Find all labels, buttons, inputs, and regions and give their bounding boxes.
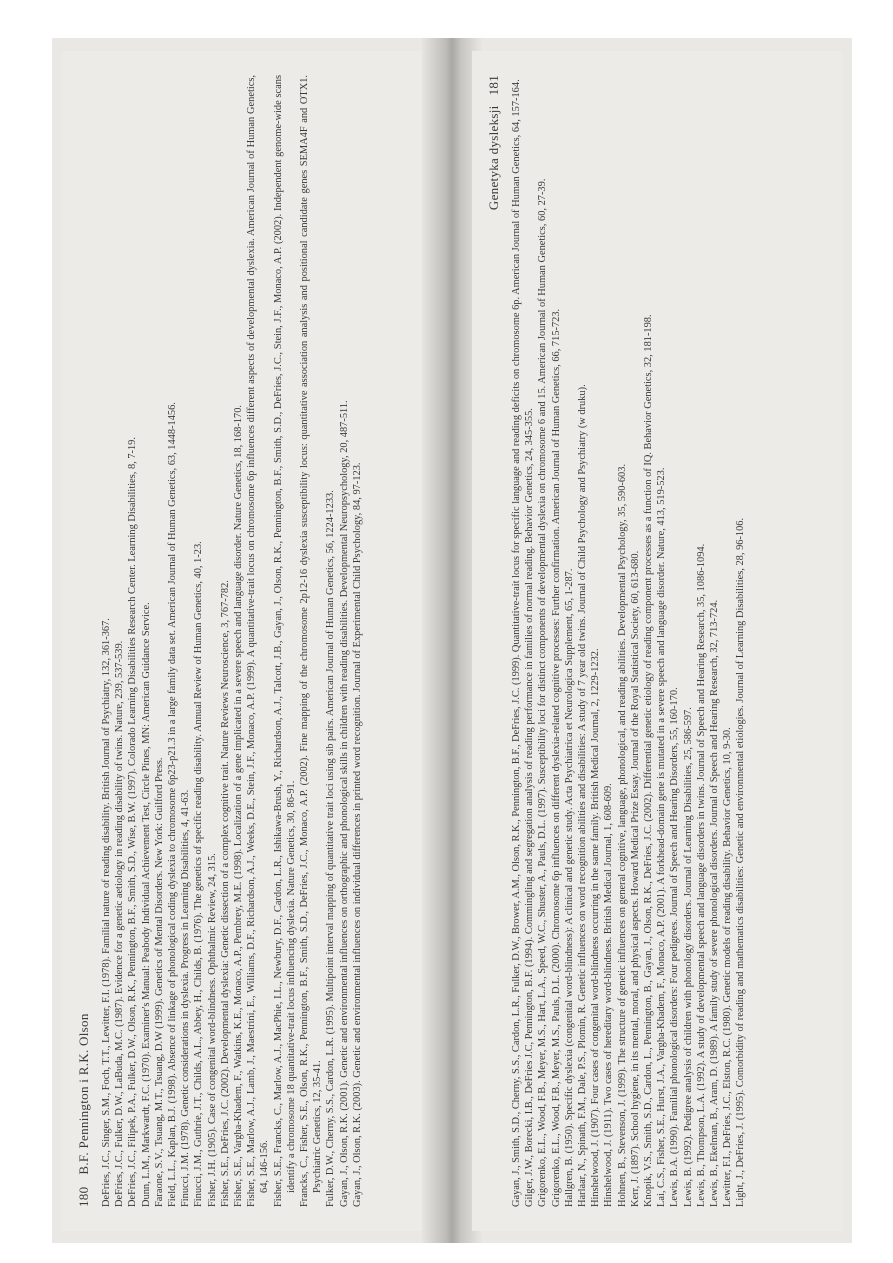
reference-entry: Light, J., DeFries, J. (1995). Comorbidity of reading and mathematics disabilities: Genetic and environmental etiologies. Journal of Learning Disabilities, 28, 96-106. <box>735 517 747 1207</box>
reference-entry: DeFries, J.C., Filipek, P.A., Fulker, D.W., Olson, R.K., Pennington, B.F., Smith, S.D., Wise, B.W. (1997). Colorado Learning Disabilities Research Center. Learning Disabilities, 8, 7-19. <box>127 436 139 1207</box>
reference-entry: DeFries, J.C., Fulker, D.W., LaBuda, M.C. (1987). Evidence for a genetic aetiology in reading disability of twins. Nature, 239, 537-539. <box>114 640 126 1207</box>
reference-entry: Lewis, B.A. (1990). Familial phonological disorders: Four pedigrees. Journal of Speech and Hearing Disorders, 55, 160-170. <box>669 686 681 1207</box>
reference-entry: DeFries, J.C., Singer, S.M., Foch, T.T., Lewitter, F.I. (1978). Familial nature of reading disability. British Journal of Psychiatry, 132, 361-367. <box>101 617 112 1207</box>
reference-entry: Dunn, L.M., Markwardt, F.C. (1970). Examiner's Manual: Peabody Individual Achievement Test, Circle Pines, MN: American Guidance Service. <box>140 601 152 1207</box>
right-reference-list <box>510 75 748 1207</box>
reference-entry: Gayan, J., Smith, S.D., Cherny, S.S., Cardon, L.R., Fulker, D.W., Brower, A.M., Olson, R.K., Pennington, B.F., DeFries, J.C. (1999). Quantitative-trait locus for specific language and reading deficits on chromosome 6p. American Journal of Human Genetics, 64, 157-164. <box>511 78 522 1207</box>
left-reference-list <box>100 75 364 1207</box>
reference-entry: Fisher, S.E., Francks, C., Marlow, A.J., MacPhie, I.L., Newbury, D.F., Cardon, L.R., Ishikawa-Brush, Y., Richardson, A.J., Talcott, J.B., Gayan, J., Olson, R.K., Pennington, B.F., Smith, S.D., DeFries, J.C., Stein, J.F., Monaco, A.P. (2002). Independent genome-wide scans identify a chromosome 18 quantitative-trait locus influencing dyslexia. Nature Genetics, 30, 86-91. <box>272 74 297 1207</box>
reference-entry: Lewis, B., Thompson, L.A. (1992). A study of developmental speech and language disorders in twins. Journal of Speech and Hearing Research, 35, 1086-1094. <box>695 543 707 1207</box>
reference-entry: Hallgren, B. (1950). Specific dyslexia (congenital word-blindness): A clinical and genetic study. Acta Psychiatrica et Neurologica Supplement, 65, 1-287. <box>563 568 575 1207</box>
right-page-number: 181 <box>486 74 501 95</box>
reference-entry: Kerr, J. (1897). School hygiene, in its mental, moral, and physical aspects. Howard Medical Prize Essay. Journal of the Royal Statistical Society, 60, 613-680. <box>629 550 641 1207</box>
right-page <box>472 51 842 1231</box>
reference-entry: Lewis, B., Ekelman, B., Aram, D. (1989). A family study of severe phonological disorders. Journal of Speech and Hearing Research, 32, 713-724. <box>709 599 721 1207</box>
reference-entry: Hohnen, B., Stevenson, J. (1999). The structure of genetic influences on general cognitive, language, phonological, and reading abilities. Developmental Psychology, 35, 590-603. <box>616 463 628 1207</box>
reference-entry: Finucci, J.M., Guthrie, J.T., Childs, A.L., Abbey, H., Childs, B. (1976). The genetics of specific reading disability. Annual Review of Human Genetics, 40, 1-23. <box>193 540 205 1207</box>
reference-entry: Fisher, S.E., DeFries, J.C. (2002). Developmental dyslexia: Genetic dissection of a complex cognitive trait. Nature Reviews Neuroscience, 3, 767-782. <box>219 579 231 1207</box>
reference-entry: Francks, C., Fisher, S.E., Olson, R.K., Pennington, B.F., Smith, S.D., DeFries, J.C., Monaco, A.P. (2002). Fine mapping of the chromosome 2p12-16 dyslexia susceptibility locus: quantitative association analysis and positional candidate genes SEMA4F and OTX1. Psychiatric Genetics, 12, 35-41. <box>299 74 324 1207</box>
right-running-head <box>486 75 502 1207</box>
reference-entry: Lewitter, F.I., DeFries, J.C., Elston, R.C. (1980). Genetic models of reading disability. Behavior Genetics, 10, 9-30. <box>722 726 734 1207</box>
reference-entry: Faraone, S.V., Tsuang, M.T., Tsuang, D.W (1999). Genetics of Mental Disorders. New York: Guilford Press. <box>153 756 165 1207</box>
reference-entry: Lai, C.S., Fisher, S.E., Hurst, J.A., Vargha-Khadem, F., Monaco, A.P. (2001). A forkhead-domain gene is mutated in a severe speech and language disorder. Nature, 413, 519-523. <box>656 467 668 1207</box>
reference-entry: Hinshelwood, J. (1907). Four cases of congenital word-blindness occurring in the same family. British Medical Journal, 2, 1229-1232. <box>590 647 602 1207</box>
reference-entry: Knopik, V.S., Smith, S.D., Cardon, L., Pennington, B., Gayan, J., Olson, R.K., DeFries, J.C. (2002). Differential genetic etiology of reading component processes as a function of IQ. Behavior Genetics, 32, 181-198. <box>643 313 655 1207</box>
left-running-head <box>76 75 92 1207</box>
reference-entry: Gayan, J., Olson, R.K. (2003). Genetic and environmental influences on individual differences in printed word recognition. Journal of Experimental Child Psychology, 84, 97-123. <box>351 461 363 1207</box>
reference-entry: Gilger, J.W., Borecki, I.B., DeFries J.C, Pennington, B.F. (1994). Commingling and segregation analysis of reading performance in families of normal reading. Behavior Genetics, 24, 345-355. <box>524 407 536 1207</box>
left-header-authors: B.F. Pennington i R.K. Olson <box>76 1012 91 1175</box>
reference-entry: Fisher, J.H. (1905). Case of congenital word-blindness. Ophthalmic Review, 24, 315. <box>206 852 218 1207</box>
reference-entry: Field, L.L., Kaplan, B.J. (1998). Absence of linkage of phonological coding dyslexia to chromosome 6p23-p21.3 in a large family data set. American Journal of Human Genetics, 63, 1448-1456. <box>167 401 179 1207</box>
reference-entry: Fisher, S.E., Marlow, A.J., Lamb, J., Maestrini, E., Williams, D.F., Richardson, A.J., Weeks, D.E., Stein, J.F., Monaco, A.P. (1999). A quantitative-trait locus on chromosome 6p influences different aspects of developmental dyslexia. American Journal of Human Genetics, 64, 146-156. <box>246 74 271 1207</box>
reference-entry: Finucci, J.M. (1978). Genetic considerations in dyslexia. Progress in Learning Disabilities, 4, 41-63. <box>180 789 192 1207</box>
reference-entry: Grigorenko, E.L., Wood, F.B., Meyer, M.S., Pauls, D.L. (2000). Chromosome 6p influences on different dyslexia-related cognitive processes: Further confirmation. American Journal of Human Genetics, 66, 715-723. <box>550 308 562 1207</box>
reference-entry: Gayan, J., Olson, R.K. (2001). Genetic and environmental influences on orthographic and phonological skills in children with reading disabilities. Developmental Neuropsychology, 20, 487-511. <box>338 399 350 1207</box>
book-spread-scan <box>52 38 852 1243</box>
reference-entry: Lewis, B. (1992). Pedigree analysis of children with phonology disorders. Journal of Learning Disabilities, 25, 586-597. <box>682 706 694 1207</box>
left-page <box>62 51 432 1231</box>
reference-entry: Fisher, S.E., Vargha-Khadem, F., Watkins, K.E., Monaco, A.P., Pembrey, M.E. (1998). Localization of a gene implicated in a severe speech and language disorder. Nature Genetics, 18, 168-170. <box>233 404 245 1207</box>
reference-entry: Grigorenko, E.L., Wood, F.B., Meyer, M.S., Hart, L.A., Speed, W.C., Shuster, A., Pauls, D.L. (1997). Susceptibility loci for distinct components of developmental dyslexia on chromosome 6 and 15. American Journal of Human Genetics, 60, 27-39. <box>537 178 549 1207</box>
reference-entry: Hinshelwood, J. (1911). Two cases of hereditary word-blindness. British Medical Journal, 1, 608-609. <box>603 782 615 1207</box>
reference-entry: Fulker, D.W., Cherny, S.S., Cardon, L.R. (1995). Multipoint interval mapping of quantitative trait loci using sib pairs. American Journal of Human Genetics, 56, 1224-1233. <box>325 489 337 1207</box>
left-page-number: 180 <box>76 1186 91 1207</box>
right-header-title: Genetyka dysleksji <box>486 104 501 210</box>
reference-entry: Harlaar, N., Spinath, F.M., Dale, P.S., Plomin, R. Genetic influences on word recognition abilities and disabilities: A study of 7 year old twins. Journal of Child Psychology and Psychiatry (w druku). <box>577 383 589 1207</box>
